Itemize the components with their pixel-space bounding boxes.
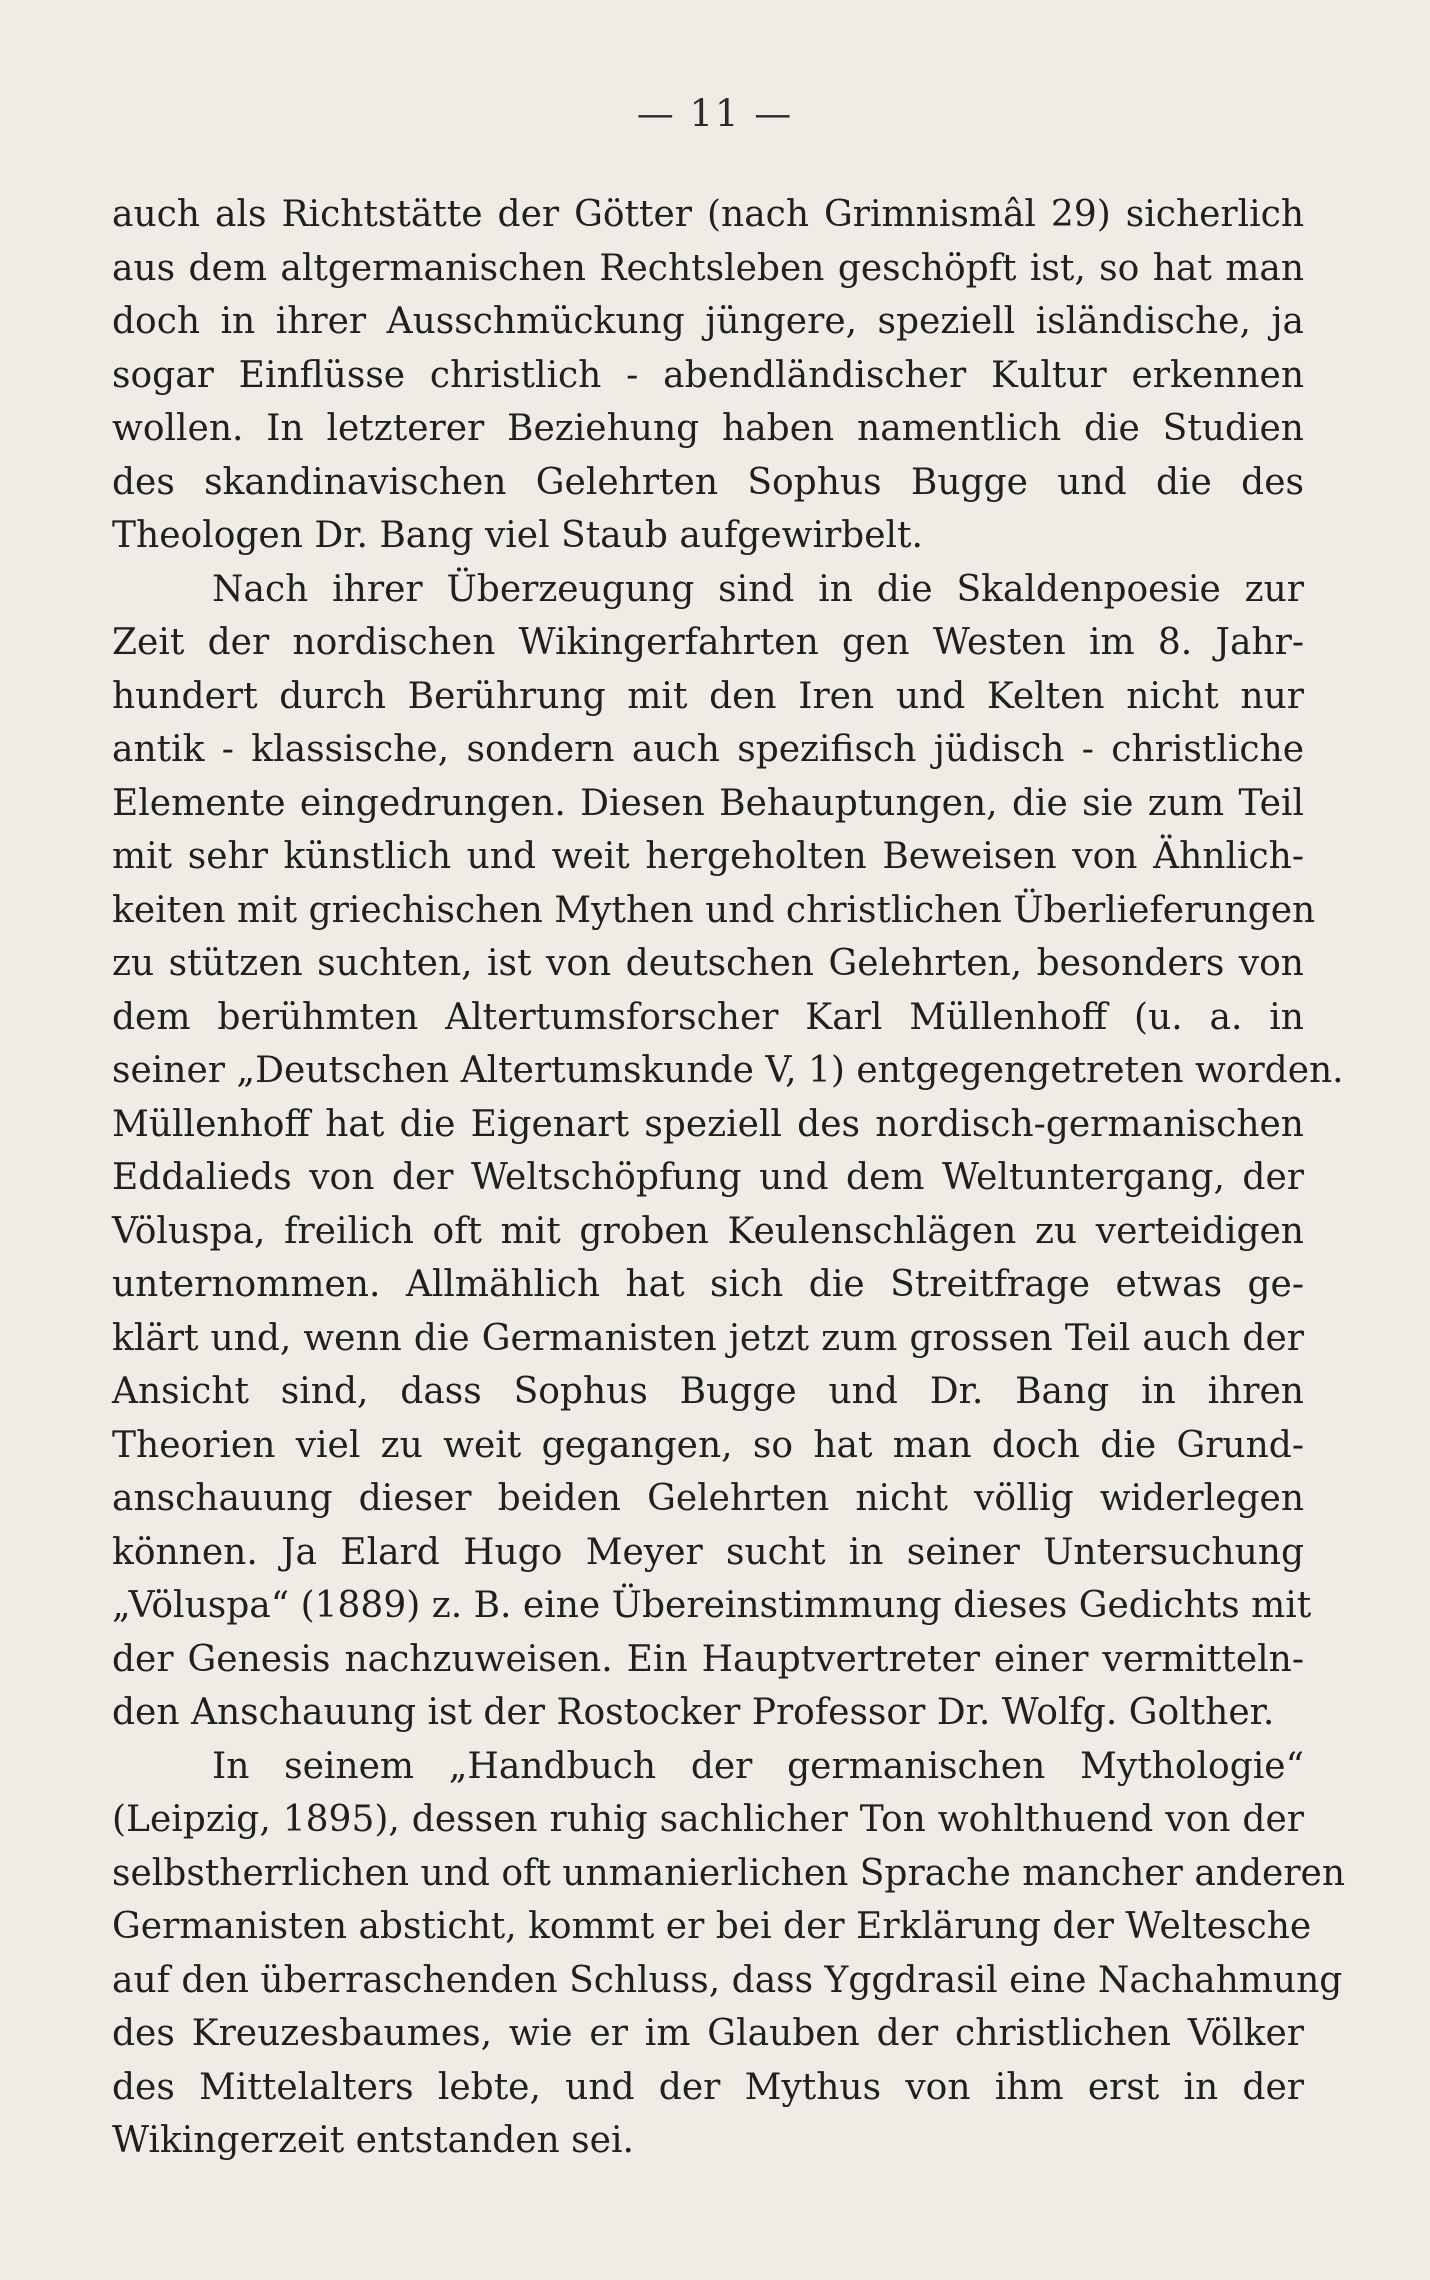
text-line: Eddalieds von der Weltschöpfung und dem Weltuntergang, der (112, 1157, 1304, 1198)
page-number: — 11 — (636, 92, 794, 135)
paragraph (112, 188, 1304, 563)
text-line: Theologen Dr. Bang viel Staub aufgewirbelt. (112, 515, 923, 556)
text-line: „Völuspa“ (1889) z. B. eine Übereinstimmung dieses Gedichts mit (112, 1585, 1312, 1626)
body-text (112, 188, 1346, 2168)
text-line: Germanisten absticht, kommt er bei der Erklärung der Weltesche (112, 1906, 1312, 1947)
text-line: seiner „Deutschen Altertumskunde V, 1) entgegengetreten worden. (112, 1050, 1344, 1091)
text-line: des Kreuzesbaumes, wie er im Glauben der christlichen Völker (112, 2013, 1304, 2054)
text-line: (Leipzig, 1895), dessen ruhig sachlicher Ton wohlthuend von der (112, 1799, 1304, 1840)
text-line: Ansicht sind, dass Sophus Bugge und Dr. Bang in ihren (112, 1371, 1304, 1412)
text-line: In seinem „Handbuch der germanischen Mythologie“ (212, 1745, 1304, 1787)
text-line: wollen. In letzterer Beziehung haben namentlich die Studien (112, 408, 1304, 449)
text-line: zu stützen suchten, ist von deutschen Gelehrten, besonders von (112, 943, 1304, 984)
text-line: sogar Einflüsse christlich - abendländischer Kultur erkennen (112, 354, 1304, 396)
text-line: selbstherrlichen und oft unmanierlichen Sprache mancher anderen (112, 1852, 1346, 1894)
text-line: Wikingerzeit entstanden sei. (112, 2120, 634, 2161)
text-line: mit sehr künstlich und weit hergeholten Beweisen von Ähnlich- (112, 836, 1304, 877)
text-line: den Anschauung ist der Rostocker Professor Dr. Wolfg. Golther. (112, 1692, 1275, 1733)
text-line: können. Ja Elard Hugo Meyer sucht in seiner Untersuchung (112, 1531, 1304, 1573)
text-line: unternommen. Allmählich hat sich die Streitfrage etwas ge- (112, 1264, 1304, 1305)
text-line: der Genesis nachzuweisen. Ein Hauptvertreter einer vermitteln- (112, 1638, 1304, 1680)
text-line: doch in ihrer Ausschmückung jüngere, speziell isländische, ja (112, 301, 1304, 342)
text-line: Völuspa, freilich oft mit groben Keulenschlägen zu verteidigen (112, 1210, 1304, 1252)
text-line: auch als Richtstätte der Götter (nach Grimnismâl 29) sicherlich (112, 194, 1304, 235)
text-line: antik - klassische, sondern auch spezifisch jüdisch - christliche (112, 729, 1304, 770)
text-line: Elemente eingedrungen. Diesen Behauptungen, die sie zum Teil (112, 782, 1304, 824)
text-line: Theorien viel zu weit gegangen, so hat man doch die Grund- (112, 1424, 1304, 1466)
text-line: des skandinavischen Gelehrten Sophus Bugge und die des (112, 461, 1304, 503)
text-line: hundert durch Berührung mit den Iren und Kelten nicht nur (112, 675, 1304, 717)
text-line: dem berühmten Altertumsforscher Karl Müllenhoff (u. a. in (112, 996, 1304, 1038)
text-line: des Mittelalters lebte, und der Mythus von ihm erst in der (112, 2066, 1304, 2108)
paragraph (112, 1740, 1346, 2168)
text-line: auf den überraschenden Schluss, dass Yggdrasil eine Nachahmung (112, 1959, 1343, 2001)
text-line: aus dem altgermanischen Rechtsleben geschöpft ist, so hat man (112, 247, 1304, 289)
text-line: klärt und, wenn die Germanisten jetzt zum grossen Teil auch der (112, 1317, 1304, 1359)
text-line: Müllenhoff hat die Eigenart speziell des nordisch-germanischen (112, 1103, 1304, 1145)
text-line: Nach ihrer Überzeugung sind in die Skaldenpoesie zur (212, 568, 1304, 610)
text-line: Zeit der nordischen Wikingerfahrten gen Westen im 8. Jahr- (112, 622, 1304, 663)
paragraph (112, 563, 1344, 1740)
text-line: anschauung dieser beiden Gelehrten nicht völlig widerlegen (112, 1478, 1304, 1519)
text-line: keiten mit griechischen Mythen und christlichen Überlieferungen (112, 889, 1316, 931)
